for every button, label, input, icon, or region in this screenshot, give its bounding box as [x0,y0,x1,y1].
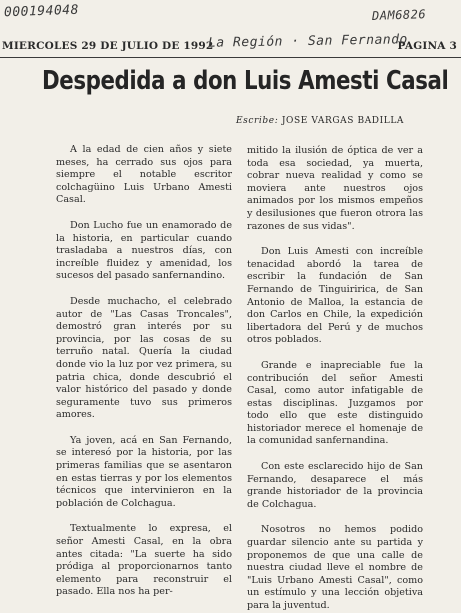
paragraph: Don Luis Amesti con increíble tenacidad abordó la tarea de escribir la fundación de San Fernando de Tinguiririca, de San Antonio de Malloa, la estancia de don Carlos en Chile, la expedición libertadora del Perú y de muchos otros poblados. [247,246,423,346]
paragraph: Don Lucho fue un enamorado de la historia, en particular cuando trasladaba a nuestros días, con increíble fluidez y amenidad, los sucesos del pasado sanfernandino. [56,219,232,282]
article-column-right [247,145,423,611]
article-column-left [56,144,232,600]
byline-author: JOSE VARGAS BADILLA [281,116,405,126]
paragraph: Con este esclarecido hijo de San Fernando, desaparece el más grande historiador de la provincia de Colchagua. [247,461,423,510]
paragraph: A la edad de cien años y siete meses, ha cerrado sus ojos para siempre el notable escritor colchagüino Luis Urbano Amesti Casal. [56,144,232,206]
paragraph: Ya joven, acá en San Fernando, se interesó por la historia, por las primeras familias que se asentaron en estas tierras y por los elementos técnicos que intervinieron en la población de Colchagua. [56,434,232,509]
paragraph: mitido la ilusión de óptica de ver a toda esa sociedad, ya muerta, cobrar nueva realidad y como se moviera ante nuestros ojos animados por los mismos empeños y desilusiones que fueron otrora las razones de sus vidas". [247,145,423,232]
paragraph: Textualmente lo expresa, el señor Amesti Casal, en la obra antes citada: "La suerte ha sido pródiga al proporcionarnos tanto elemento para reconstruir el pasado. Ella nos ha per- [56,523,232,598]
header-rule [0,57,461,58]
handwritten-newspaper-name: La Región · San Fernando [207,32,408,51]
handwritten-archive-code-right: DAM6826 [371,7,427,23]
handwritten-archive-code-left: 000194048 [3,2,80,21]
article-title: Despedida a don Luis Amesti Casal [42,66,449,96]
paragraph: Nosotros no hemos podido guardar silencio ante su partida y proponemos de que una calle de nuestra ciudad lleve el nombre de "Luis Urbano Amesti Casal", como un estímulo y una lección objetiva para la juventud. [247,524,423,611]
header-page-number: PAGINA 3 [397,40,457,52]
paragraph: Grande e inapreciable fue la contribución del señor Amesti Casal, como autor infatigable de estas disciplinas. Juzgamos por todo ello que este distinguido historiador merece el homenaje de la comunidad sanfernandina. [247,359,423,447]
paragraph: Desde muchacho, el celebrado autor de "Las Casas Troncales", demostró gran interés por su provincia, por las cosas de su terruño natal. Quería la ciudad donde vio la luz por vez primera, su patria chica, donde descubrió el valor histórico del pasado y donde seguramente tuvo sus primeros amores. [56,295,232,421]
header-date: MIERCOLES 29 DE JULIO DE 1992 [2,40,214,52]
article-byline [236,116,404,126]
byline-label: Escribe: [236,116,279,126]
